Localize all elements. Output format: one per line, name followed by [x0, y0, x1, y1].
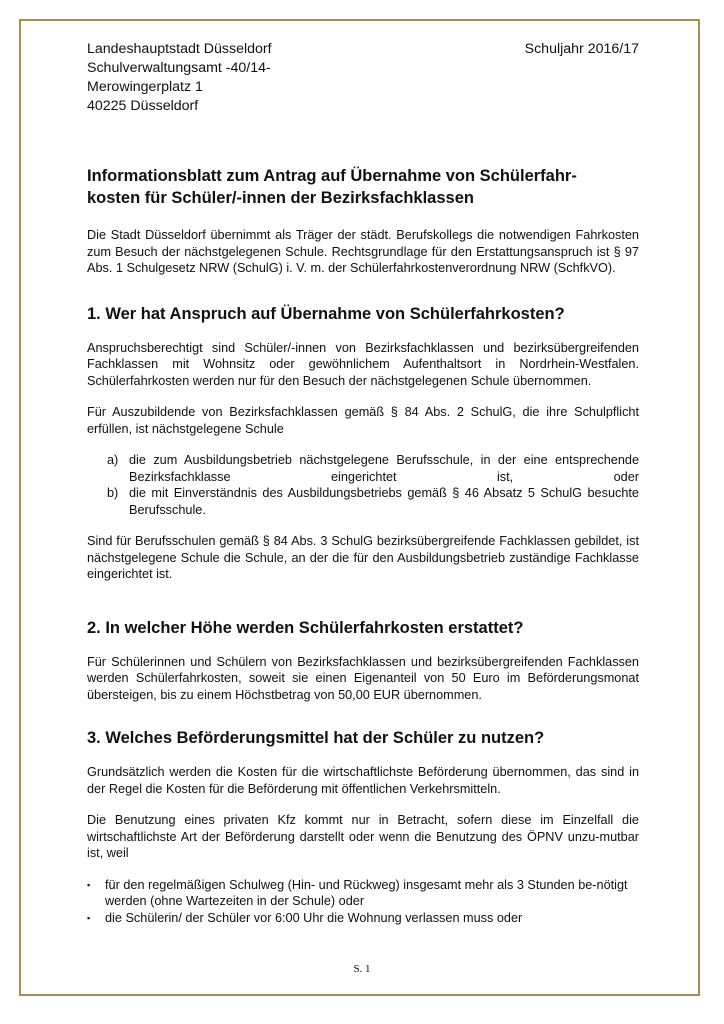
list-item-text: die mit Einverständnis des Ausbildungsbetriebs gemäß § 46 Absatz 5 SchulG besuchte Berufsschule. — [129, 486, 639, 517]
school-criteria-list — [87, 452, 639, 518]
list-marker: a) — [107, 453, 119, 467]
address-line: Schulverwaltungsamt -40/14- — [87, 60, 271, 76]
section-1-paragraph: Sind für Berufsschulen gemäß § 84 Abs. 3 SchulG bezirksübergreifende Fachklassen gebildet, ist nächstgelegene Schule die Schule, an der die für den Ausbildungsbetrieb zuständige Fachklasse eingerichtet ist. — [87, 534, 639, 581]
document-title — [87, 165, 639, 209]
title-line: Informationsblatt zum Antrag auf Übernahme von Schülerfahr- — [87, 167, 577, 185]
bullet-icon: ▪ — [87, 879, 91, 890]
section-2-heading: 2. In welcher Höhe werden Schülerfahrkosten erstattet? — [87, 618, 524, 637]
address-line: Landeshauptstadt Düsseldorf — [87, 41, 272, 57]
school-year: Schuljahr 2016/17 — [524, 41, 639, 57]
list-item-text: die Schülerin/ der Schüler vor 6:00 Uhr die Wohnung verlassen muss oder — [105, 910, 523, 925]
list-item — [87, 485, 639, 518]
letterhead — [87, 40, 639, 116]
section-1-heading: 1. Wer hat Anspruch auf Übernahme von Schülerfahrkosten? — [87, 304, 565, 323]
list-item — [87, 910, 639, 927]
list-item — [87, 877, 639, 910]
section-1-paragraph: Für Auszubildende von Bezirksfachklassen gemäß § 84 Abs. 2 SchulG, die ihre Schulpflicht erfüllen, ist nächstgelegene Schule — [87, 405, 639, 436]
address-line: 40225 Düsseldorf — [87, 98, 199, 114]
bullet-icon: ▪ — [87, 912, 91, 923]
intro-paragraph: Die Stadt Düsseldorf übernimmt als Träger der städt. Berufskollegs die notwendigen Fahrkosten zum Besuch der nächstgelegenen Schule. Rechtsgrundlage für den Erstattungsanspruch ist § 97 Abs. 1 Schulgesetz NRW (SchulG) i. V. m. der Schülerfahrkostenverordnung NRW (SchfkVO). — [87, 228, 639, 275]
title-line: kosten für Schüler/-innen der Bezirksfachklassen — [87, 189, 474, 207]
condition-list — [87, 877, 639, 927]
address-line: Merowingerplatz 1 — [87, 79, 203, 95]
document-body — [87, 40, 639, 926]
page-number: S. 1 — [353, 963, 371, 975]
section-3-paragraph: Die Benutzung eines privaten Kfz kommt nur in Betracht, sofern diese im Einzelfall die wirtschaftlichste Art der Beförderung darstellt oder wenn die Benutzung des ÖPNV unzu-mutbar ist, weil — [87, 813, 639, 860]
sender-address — [87, 40, 272, 116]
list-marker: b) — [107, 486, 119, 500]
section-1-paragraph: Anspruchsberechtigt sind Schüler/-innen von Bezirksfachklassen und bezirksübergreifenden Fachklassen mit Wohnsitz oder gewöhnlichem Aufenthaltsort in Nordrhein-Westfalen. Schülerfahrkosten werden nur für den Besuch der nächstgelegenen Schule übernommen. — [87, 340, 639, 388]
list-item — [87, 452, 639, 485]
section-3-heading: 3. Welches Beförderungsmittel hat der Schüler zu nutzen? — [87, 729, 545, 747]
list-item-text: für den regelmäßigen Schulweg (Hin- und Rückweg) insgesamt mehr als 3 Stunden be-nötigt werden (ohne Wartezeiten in der Schule) oder — [105, 877, 628, 908]
section-2-paragraph: Für Schülerinnen und Schülern von Bezirksfachklassen und bezirksübergreifenden Fachklassen werden Schülerfahrkosten, soweit sie einen Eigenanteil von 50 Euro im Beförderungsmonat übersteigen, bis zu einem Höchstbetrag von 50,00 EUR übernommen. — [87, 654, 639, 702]
list-item-text: die zum Ausbildungsbetrieb nächstgelegene Berufsschule, in der eine entsprechende Bezirksfachklasse eingerichtet ist, oder — [129, 453, 639, 484]
section-3-paragraph: Grundsätzlich werden die Kosten für die wirtschaftlichste Beförderung übernommen, das sind in der Regel die Kosten für die Beförderung mit öffentlichen Verkehrsmitteln. — [87, 765, 639, 796]
